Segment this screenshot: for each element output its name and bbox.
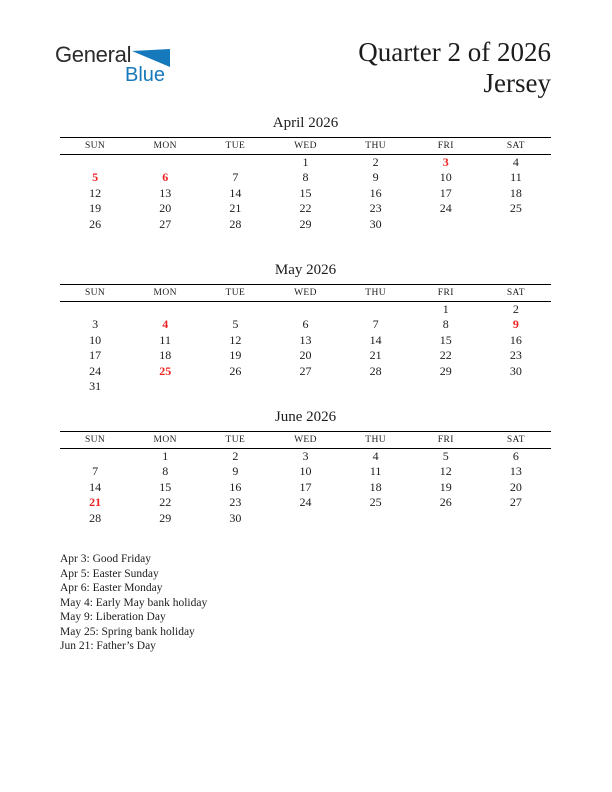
weekday-header: SAT [481,285,551,302]
day-cell: 9 [512,317,519,332]
day-cell: 22 [159,495,172,510]
day-cell: 2 [512,302,519,316]
day-cell: 1 [442,302,449,316]
day-cell: 28 [369,363,382,378]
month-table [60,284,551,395]
week-row [60,155,551,171]
day-cell: 27 [159,216,172,231]
day-cell: 14 [369,332,382,347]
weekday-header: TUE [200,138,270,155]
empty-day-cell [130,155,200,171]
day-cell: 21 [229,201,242,216]
day-cell: 31 [89,379,102,394]
weekday-header: THU [341,285,411,302]
weekday-header: FRI [411,432,481,449]
day-cell: 15 [299,185,312,200]
week-row [60,464,551,480]
day-cell: 27 [509,495,522,510]
day-cell: 13 [509,464,522,479]
day-cell: 15 [439,332,452,347]
empty-day-cell [481,511,551,527]
month-calendar [60,260,551,407]
day-cell: 8 [162,464,169,479]
empty-day-cell [481,217,551,233]
day-cell: 29 [159,510,172,525]
month-calendar [60,407,551,554]
holiday-item: May 25: Spring bank holiday [60,625,195,638]
day-cell: 5 [92,170,99,185]
empty-day-cell [270,379,340,395]
day-cell: 14 [89,479,102,494]
day-cell: 17 [89,348,102,363]
day-cell: 6 [512,449,519,463]
weekday-header: WED [270,138,340,155]
day-cell: 29 [299,216,312,231]
day-cell: 20 [159,201,172,216]
day-cell: 23 [369,201,382,216]
week-row [60,379,551,395]
weekday-header: MON [130,432,200,449]
holiday-item: May 4: Early May bank holiday [60,596,208,609]
weekday-header: THU [341,432,411,449]
weekday-header: SUN [60,285,130,302]
day-cell: 18 [509,185,522,200]
month-title: June 2026 [274,409,337,425]
month-table [60,431,551,526]
week-row [60,201,551,217]
day-cell: 2 [232,449,239,463]
weekday-header: MON [130,138,200,155]
day-cell: 24 [439,201,452,216]
holiday-item: May 9: Liberation Day [60,611,166,623]
holiday-item: Apr 3: Good Friday [60,553,152,565]
weekday-header: THU [341,138,411,155]
week-row [60,333,551,349]
week-row [60,364,551,380]
day-cell: 22 [439,348,452,363]
day-cell: 18 [159,348,172,363]
day-cell: 9 [372,170,379,185]
day-cell: 3 [442,155,449,169]
day-cell: 1 [162,449,169,463]
day-cell: 19 [89,201,102,216]
day-cell: 30 [229,510,242,525]
weekday-header: SUN [60,138,130,155]
day-cell: 6 [162,170,169,185]
weekday-header-row [60,432,551,449]
week-row [60,449,551,465]
day-cell: 19 [439,479,452,494]
empty-day-cell [200,302,270,318]
weekday-header: WED [270,285,340,302]
empty-day-cell [60,155,130,171]
week-row [60,302,551,318]
day-cell: 7 [92,464,99,479]
day-cell: 27 [299,363,312,378]
day-cell: 24 [299,495,312,510]
empty-day-cell [411,217,481,233]
day-cell: 22 [299,201,312,216]
day-cell: 10 [299,464,312,479]
weekday-header-row [60,285,551,302]
day-cell: 29 [439,363,452,378]
empty-day-cell [341,379,411,395]
day-cell: 28 [229,216,242,231]
day-cell: 3 [302,449,309,463]
weekday-header: WED [270,432,340,449]
calendar-months [60,113,551,554]
day-cell: 2 [372,155,379,169]
day-cell: 14 [229,185,242,200]
day-cell: 16 [369,185,382,200]
day-cell: 30 [509,363,522,378]
day-cell: 26 [439,495,452,510]
day-cell: 18 [369,479,382,494]
month-calendar [60,113,551,260]
day-cell: 17 [299,479,312,494]
day-cell: 8 [442,317,449,332]
week-row [60,480,551,496]
day-cell: 12 [439,464,452,479]
day-cell: 26 [89,216,102,231]
day-cell: 25 [369,495,382,510]
day-cell: 17 [439,185,452,200]
empty-day-cell [270,511,340,527]
weekday-header-row [60,138,551,155]
weekday-header: TUE [200,432,270,449]
day-cell: 25 [159,363,172,378]
empty-day-cell [341,302,411,318]
holiday-item: Apr 6: Easter Monday [60,582,163,594]
day-cell: 16 [229,479,242,494]
holiday-item: Jun 21: Father’s Day [60,640,156,652]
empty-day-cell [60,449,130,465]
month-table [60,137,551,232]
day-cell: 23 [509,348,522,363]
empty-day-cell [130,302,200,318]
title-quarter-line: Quarter 2 of 2026 [358,37,551,67]
weekday-header: SAT [481,432,551,449]
general-blue-logo [55,44,185,86]
day-cell: 5 [442,449,449,463]
day-cell: 28 [89,510,102,525]
document-title [358,37,551,99]
empty-day-cell [270,302,340,318]
logo-text-general: General [55,42,132,67]
weekday-header: SAT [481,138,551,155]
holiday-list [60,552,207,654]
week-row [60,217,551,233]
day-cell: 11 [369,464,382,479]
weekday-header: SUN [60,432,130,449]
weekday-header: FRI [411,138,481,155]
logo-text-blue: Blue [125,64,166,86]
weekday-header: FRI [411,285,481,302]
day-cell: 11 [510,170,522,185]
day-cell: 4 [372,449,379,463]
month-title: May 2026 [274,262,337,278]
day-cell: 4 [162,317,169,332]
day-cell: 7 [372,317,379,332]
day-cell: 8 [302,170,309,185]
week-row [60,317,551,333]
day-cell: 30 [369,216,382,231]
day-cell: 16 [509,332,522,347]
day-cell: 24 [89,363,102,378]
day-cell: 26 [229,363,242,378]
day-cell: 12 [229,332,242,347]
week-row [60,495,551,511]
day-cell: 1 [302,155,309,169]
day-cell: 25 [509,201,522,216]
holiday-item: Apr 5: Easter Sunday [60,567,159,580]
day-cell: 10 [439,170,452,185]
empty-day-cell [200,379,270,395]
empty-day-cell [411,511,481,527]
day-cell: 15 [159,479,172,494]
week-row [60,170,551,186]
empty-day-cell [481,379,551,395]
day-cell: 23 [229,495,242,510]
day-cell: 19 [229,348,242,363]
day-cell: 12 [89,185,102,200]
day-cell: 21 [89,495,102,510]
day-cell: 20 [299,348,312,363]
day-cell: 10 [89,332,102,347]
weekday-header: TUE [200,285,270,302]
day-cell: 20 [509,479,522,494]
week-row [60,511,551,527]
day-cell: 4 [512,155,519,169]
month-title: April 2026 [272,115,339,131]
week-row [60,186,551,202]
day-cell: 5 [232,317,239,332]
day-cell: 7 [232,170,239,185]
day-cell: 21 [369,348,382,363]
empty-day-cell [60,302,130,318]
empty-day-cell [341,511,411,527]
empty-day-cell [200,155,270,171]
day-cell: 6 [302,317,309,332]
day-cell: 13 [299,332,312,347]
day-cell: 13 [159,185,172,200]
title-region-line: Jersey [483,68,551,98]
empty-day-cell [130,379,200,395]
day-cell: 3 [92,317,99,332]
weekday-header: MON [130,285,200,302]
week-row [60,348,551,364]
day-cell: 9 [232,464,239,479]
empty-day-cell [411,379,481,395]
day-cell: 11 [159,332,171,347]
